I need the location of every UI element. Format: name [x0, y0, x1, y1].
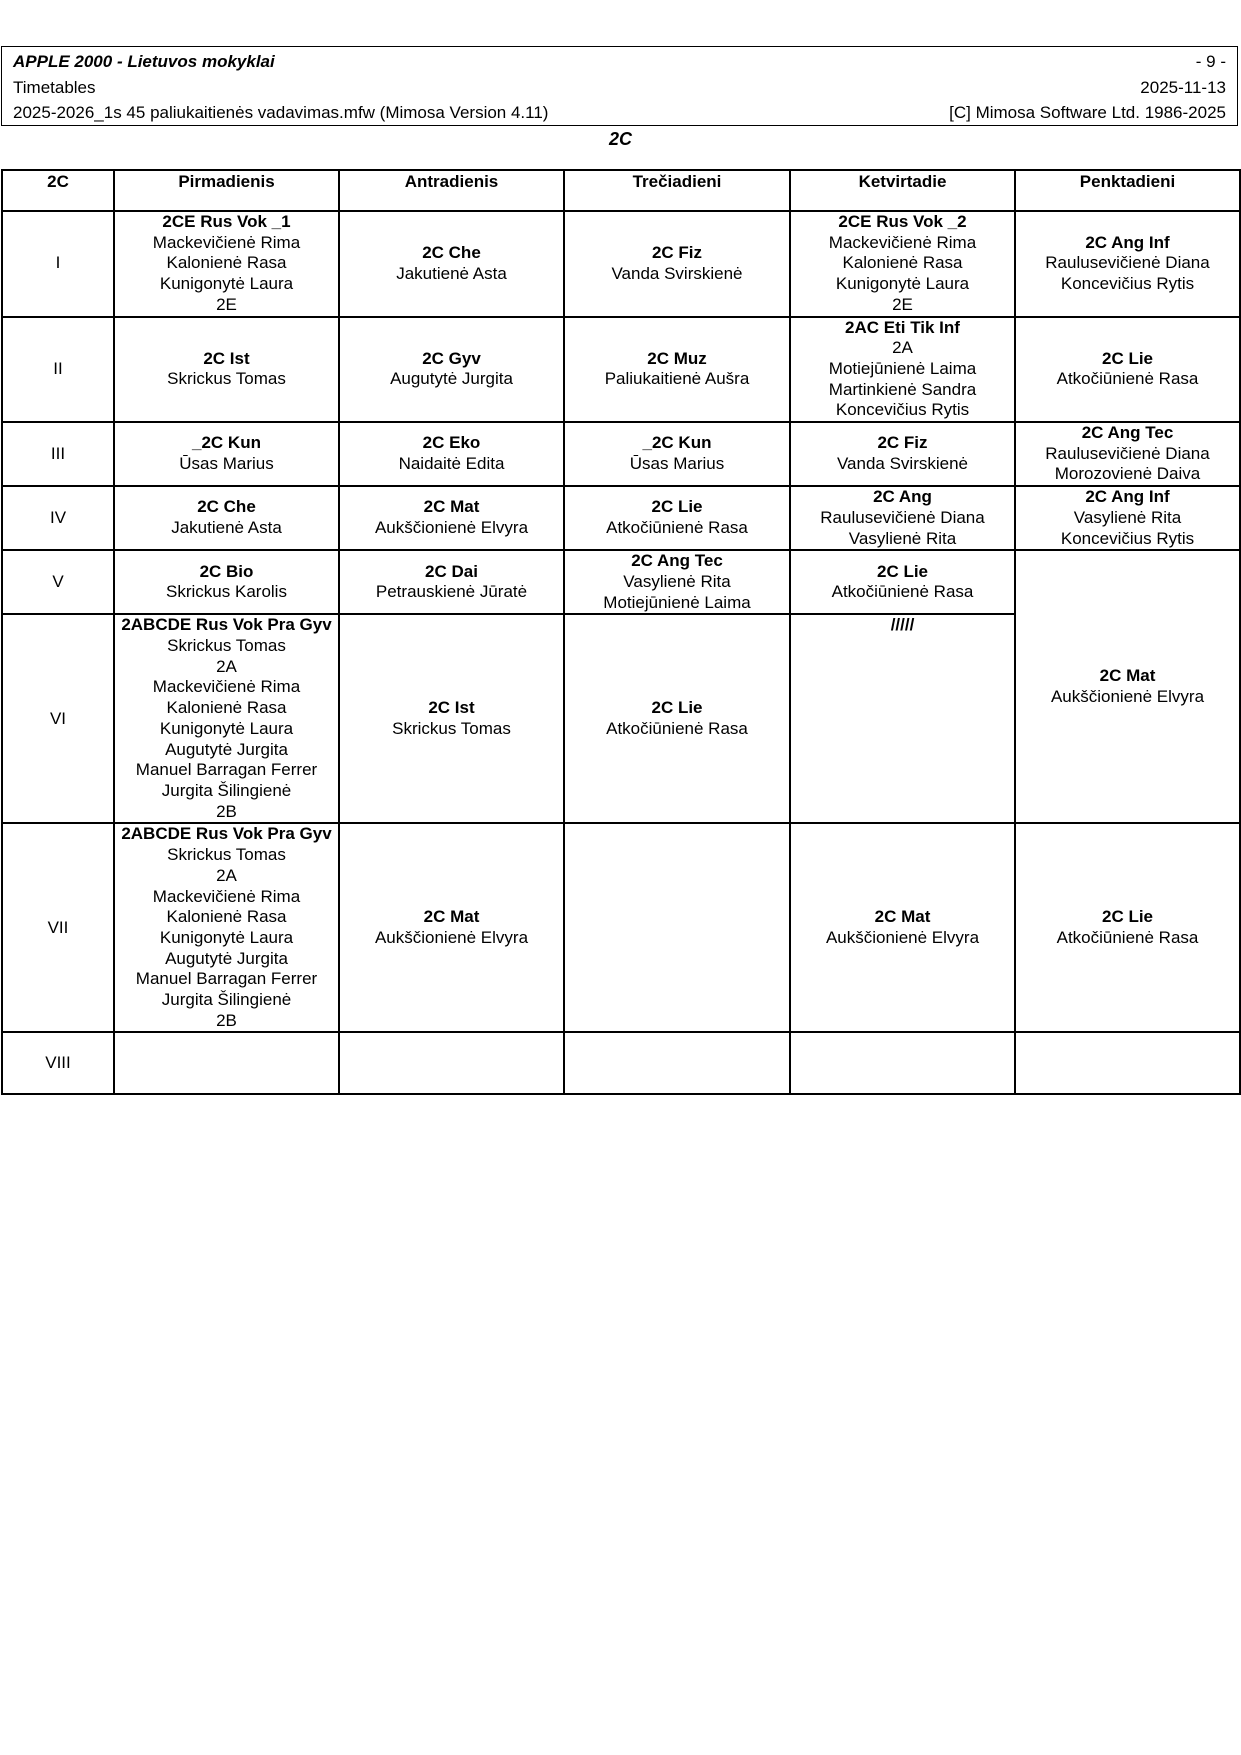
copyright: [C] Mimosa Software Ltd. 1986-2025 [949, 103, 1226, 122]
lesson-subject: 2C Mat [423, 497, 480, 517]
lesson-cell [339, 1032, 564, 1094]
day-header-tuesday: Antradienis [339, 170, 564, 211]
lesson-cell [339, 422, 564, 486]
lesson-cell [339, 486, 564, 550]
lesson-detail: Mackevičienė Rima [152, 677, 301, 697]
lesson-detail: Skrickus Tomas [167, 369, 286, 389]
lesson-detail: Augutytė Jurgita [165, 948, 288, 968]
period-row-1 [2, 211, 1240, 317]
lesson-subject: 2C Lie [651, 497, 703, 517]
lesson-detail: Morozovienė Daiva [1054, 464, 1201, 484]
lesson-detail: 2B [216, 801, 237, 821]
lesson-cell [564, 486, 790, 550]
period-label: II [2, 317, 114, 423]
lesson-cell [339, 614, 564, 823]
lesson-detail: Kunigonytė Laura [159, 718, 294, 738]
lesson-cell [339, 550, 564, 614]
lesson-detail: 2E [216, 294, 237, 314]
lesson-detail: Augutytė Jurgita [390, 369, 513, 389]
day-header-monday: Pirmadienis [114, 170, 339, 211]
lesson-detail: Jurgita Šilingienė [161, 990, 292, 1010]
lesson-detail: Jakutienė Asta [396, 263, 507, 283]
lesson-cell [114, 823, 339, 1032]
lesson-cell [339, 823, 564, 1032]
lesson-detail: Vasylienė Rita [623, 571, 731, 591]
lesson-detail: Atkočiūnienė Rasa [1056, 927, 1199, 947]
lesson-subject: 2C Ist [203, 348, 250, 368]
lesson-detail: Kalonienė Rasa [842, 253, 963, 273]
lesson-cell [790, 550, 1015, 614]
lesson-detail: Aukščionienė Elvyra [1050, 686, 1205, 706]
lesson-detail: Vanda Svirskienė [836, 454, 969, 474]
lesson-detail: Koncevičius Rytis [1060, 528, 1195, 548]
lesson-detail: Skrickus Tomas [167, 845, 286, 865]
app-title: APPLE 2000 - Lietuvos mokyklai [13, 52, 275, 71]
lesson-cell [1015, 486, 1240, 550]
print-date: 2025-11-13 [1140, 78, 1226, 97]
lesson-cell [114, 614, 339, 823]
corner-class-label: 2C [2, 170, 114, 211]
lesson-detail: Jakutienė Asta [171, 518, 282, 538]
lesson-detail: Jurgita Šilingienė [161, 780, 292, 800]
lesson-cell [1015, 422, 1240, 486]
period-label: IV [2, 486, 114, 550]
lesson-detail: Koncevičius Rytis [835, 400, 970, 420]
lesson-subject: 2C Ang [873, 487, 932, 507]
lesson-cell [1015, 317, 1240, 423]
period-label: I [2, 211, 114, 317]
lesson-detail: Motiejūnienė Laima [828, 358, 977, 378]
lesson-subject: 2ABCDE Rus Vok Pra Gyv [121, 824, 332, 844]
lesson-subject: 2C Ang Inf [1085, 232, 1170, 252]
day-header-thursday: Ketvirtadie [790, 170, 1015, 211]
lesson-subject: 2ABCDE Rus Vok Pra Gyv [121, 615, 332, 635]
document-type: Timetables [13, 78, 96, 97]
lesson-subject: 2C Ang Tec [1081, 423, 1174, 443]
lesson-detail: Kalonienė Rasa [166, 253, 287, 273]
lesson-cell [790, 823, 1015, 1032]
lesson-detail: Aukščionienė Elvyra [374, 518, 529, 538]
lesson-cell [564, 823, 790, 1032]
lesson-subject: 2C Ist [428, 698, 475, 718]
lesson-detail: Petrauskienė Jūratė [375, 582, 528, 602]
lesson-subject: 2C Ang Tec [631, 551, 723, 571]
timetable [1, 169, 1241, 1095]
lesson-subject: 2C Mat [874, 907, 931, 927]
lesson-subject: 2C Dai [425, 561, 478, 581]
lesson-subject: 2C Ang Inf [1085, 487, 1170, 507]
page-number: - 9 - [1195, 52, 1226, 71]
lesson-cell [564, 422, 790, 486]
lesson-detail: Kalonienė Rasa [166, 698, 287, 718]
lesson-subject: 2C Fiz [651, 243, 703, 263]
day-header-friday: Penktadieni [1015, 170, 1240, 211]
lesson-detail: 2A [216, 865, 237, 885]
lesson-cell [114, 1032, 339, 1094]
lesson-cell [564, 1032, 790, 1094]
lesson-cell [564, 614, 790, 823]
lesson-subject: 2C Lie [651, 698, 703, 718]
lesson-subject: 2CE Rus Vok _2 [838, 212, 967, 231]
period-label: VI [2, 614, 114, 823]
lesson-cell [1015, 823, 1240, 1032]
lesson-cell [339, 317, 564, 423]
lesson-cell [790, 614, 1015, 823]
lesson-subject: _2C Kun [642, 433, 712, 453]
lesson-detail: 2E [892, 294, 913, 314]
lesson-subject: 2C Mat [423, 907, 480, 927]
lesson-detail: 2A [892, 338, 913, 358]
period-label: VII [2, 823, 114, 1032]
lesson-detail: Motiejūnienė Laima [603, 592, 751, 612]
lesson-detail: Mackevičienė Rima [152, 886, 301, 906]
lesson-detail: Kalonienė Rasa [166, 907, 287, 927]
class-caption: 2C [608, 129, 632, 149]
lesson-cell [790, 317, 1015, 423]
lesson-cell [1015, 1032, 1240, 1094]
lesson-subject: 2AC Eti Tik Inf [845, 317, 960, 337]
lesson-detail: Aukščionienė Elvyra [374, 927, 529, 947]
lesson-detail: Paliukaitienė Aušra [604, 369, 750, 389]
lesson-subject: 2C Mat [1099, 666, 1156, 686]
lesson-detail: Manuel Barragan Ferrer [135, 969, 318, 989]
lesson-cell [1015, 211, 1240, 317]
lesson-detail: Vanda Svirskienė [611, 263, 743, 283]
lesson-subject: 2C Lie [876, 561, 929, 581]
lesson-detail: Atkočiūnienė Rasa [831, 582, 974, 602]
lesson-detail: Raulusevičienė Diana [1045, 253, 1210, 273]
lesson-cell [790, 422, 1015, 486]
lesson-detail: Martinkienė Sandra [828, 379, 977, 399]
lesson-detail: Aukščionienė Elvyra [825, 927, 980, 947]
lesson-detail: Skrickus Tomas [392, 718, 511, 738]
period-label: III [2, 422, 114, 486]
report-header [1, 46, 1238, 126]
lesson-detail: Kunigonytė Laura [835, 274, 970, 294]
lesson-detail: Skrickus Karolis [166, 582, 287, 602]
lesson-cell [790, 211, 1015, 317]
lesson-cell [1015, 550, 1240, 823]
period-row-7 [2, 823, 1240, 1032]
lesson-cell [114, 317, 339, 423]
period-label: VIII [2, 1032, 114, 1094]
lesson-detail: Mackevičienė Rima [828, 232, 977, 252]
lesson-subject: 2C Gyv [422, 348, 481, 368]
lesson-subject: 2C Lie [1101, 348, 1154, 368]
lesson-subject: 2C Eko [422, 433, 481, 453]
lesson-cell [114, 550, 339, 614]
lesson-detail: Skrickus Tomas [167, 636, 286, 656]
lesson-detail: Raulusevičienė Diana [820, 507, 985, 527]
lesson-subject: 2CE Rus Vok _1 [162, 212, 291, 231]
lesson-detail: Ūsas Marius [629, 454, 725, 474]
lesson-detail: Vasylienė Rita [848, 528, 957, 548]
period-label: V [2, 550, 114, 614]
lesson-detail: Manuel Barragan Ferrer [135, 760, 318, 780]
day-header-wednesday: Trečiadieni [564, 170, 790, 211]
lesson-cell [564, 211, 790, 317]
lesson-detail: Raulusevičienė Diana [1045, 443, 1210, 463]
lesson-cell [564, 550, 790, 614]
lesson-detail: Atkočiūnienė Rasa [1056, 369, 1199, 389]
period-row-4 [2, 486, 1240, 550]
lesson-subject: 2C Muz [647, 348, 707, 368]
period-row-5 [2, 550, 1240, 614]
lesson-subject: 2C Fiz [877, 433, 928, 453]
period-row-8 [2, 1032, 1240, 1094]
lesson-detail: 2A [216, 656, 237, 676]
lesson-subject: 2C Lie [1101, 907, 1154, 927]
lesson-cell [790, 1032, 1015, 1094]
lesson-detail: Naidaitė Edita [398, 454, 505, 474]
file-info: 2025-2026_1s 45 paliukaitienės vadavimas.mfw (Mimosa Version 4.11) [13, 103, 549, 122]
period-row-2 [2, 317, 1240, 423]
lesson-cell [564, 317, 790, 423]
lesson-detail: Augutytė Jurgita [165, 739, 288, 759]
lesson-cell [339, 211, 564, 317]
lesson-cell [114, 422, 339, 486]
period-row-3 [2, 422, 1240, 486]
lesson-cell [114, 211, 339, 317]
lesson-cell [114, 486, 339, 550]
lesson-detail: Kunigonytė Laura [159, 927, 294, 947]
lesson-subject: ///// [890, 615, 915, 635]
lesson-detail: Mackevičienė Rima [152, 232, 301, 252]
lesson-subject: _2C Kun [192, 433, 261, 453]
lesson-detail: Kunigonytė Laura [159, 274, 294, 294]
header-row [2, 170, 1240, 211]
lesson-subject: 2C Che [422, 243, 481, 263]
lesson-detail: Vasylienė Rita [1073, 507, 1182, 527]
lesson-subject: 2C Bio [199, 561, 254, 581]
lesson-detail: Koncevičius Rytis [1060, 274, 1195, 294]
lesson-detail: Atkočiūnienė Rasa [606, 518, 748, 538]
lesson-detail: Ūsas Marius [179, 454, 274, 474]
lesson-cell [790, 486, 1015, 550]
lesson-detail: Atkočiūnienė Rasa [606, 718, 748, 738]
lesson-detail: 2B [216, 1010, 237, 1030]
lesson-subject: 2C Che [197, 497, 256, 517]
